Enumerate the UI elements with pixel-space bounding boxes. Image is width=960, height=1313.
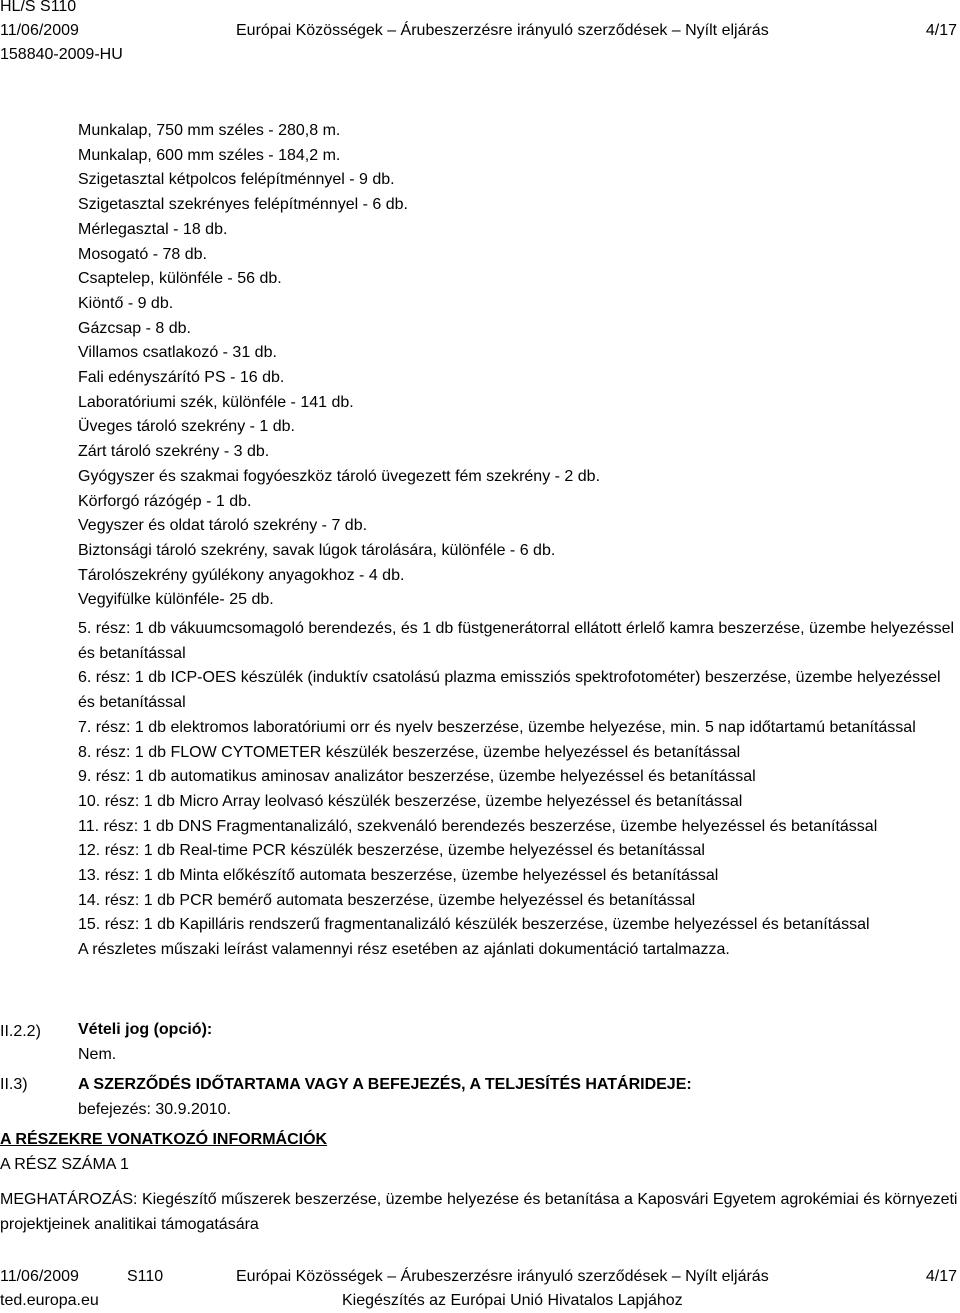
list-item: Laboratóriumi szék, különféle - 141 db. <box>78 393 354 411</box>
part-item: 15. rész: 1 db Kapilláris rendszerű fragmentanalizáló készülék beszerzése, üzembe helyezéssel és betanítással <box>78 916 870 934</box>
part-item: 8. rész: 1 db FLOW CYTOMETER készülék beszerzése, üzembe helyezéssel és betanítással <box>78 743 741 761</box>
list-item: Szigetasztal kétpolcos felépítménnyel - 9 db. <box>78 171 395 189</box>
section-value-duration: befejezés: 30.9.2010. <box>78 1101 232 1118</box>
parts-list <box>78 617 958 963</box>
header-doc-id: 158840-2009-HU <box>0 46 123 63</box>
section-number-duration: II.3) <box>0 1076 28 1093</box>
list-item: Mosogató - 78 db. <box>78 245 207 263</box>
list-item: Mérlegasztal - 18 db. <box>78 220 228 238</box>
list-item: Tárolószekrény gyúlékony anyagokhoz - 4 db. <box>78 566 405 584</box>
part-item: 7. rész: 1 db elektromos laboratóriumi orr és nyelv beszerzése, üzembe helyezése, min. 5 nap időtartamú betanítással <box>78 718 916 736</box>
part-item: 11. rész: 1 db DNS Fragmentanalizáló, szekvenáló berendezés beszerzése, üzembe helyezéssel és betanítással <box>78 817 878 835</box>
part-item: 5. rész: 1 db vákuumcsomagoló berendezés, és 1 db füstgenerátorral ellátott érlelő kamra beszerzése, üzembe helyezéssel és betanítással <box>78 620 955 662</box>
equipment-list <box>78 119 958 613</box>
list-item: Munkalap, 600 mm széles - 184,2 m. <box>78 146 341 164</box>
footer-publisher: Kiegészítés az Európai Unió Hivatalos Lapjához <box>342 1292 683 1309</box>
list-item: Fali edényszárító PS - 16 db. <box>78 369 285 387</box>
part-item: 13. rész: 1 db Minta előkészítő automata beszerzése, üzembe helyezéssel és betanítással <box>78 867 719 885</box>
annex-part-number: A RÉSZ SZÁMA 1 <box>0 1156 129 1173</box>
annex-definition: MEGHATÁROZÁS: Kiegészítő műszerek beszerzése, üzembe helyezése és betanítása a Kaposvári Egyetem agrokémiai és környezeti projektjeinek analitikai támogatására <box>0 1191 958 1233</box>
list-item: Vegyifülke különféle- 25 db. <box>78 591 274 609</box>
footer-series: S110 <box>127 1268 164 1285</box>
part-item: 12. rész: 1 db Real-time PCR készülék beszerzése, üzembe helyezéssel és betanítással <box>78 842 705 860</box>
section-title-option: Vételi jog (opció): <box>78 1021 213 1038</box>
section-number-option: II.2.2) <box>0 1023 41 1040</box>
footer-title: Európai Közösségek – Árubeszerzésre irányuló szerződések – Nyílt eljárás <box>236 1268 769 1285</box>
header-date: 11/06/2009 <box>0 22 79 39</box>
footer-site-link[interactable]: ted.europa.eu <box>0 1292 99 1309</box>
list-item: Kiöntő - 9 db. <box>78 294 174 312</box>
header-series: HL/S S110 <box>0 0 77 15</box>
list-item: Üveges tároló szekrény - 1 db. <box>78 418 295 436</box>
footer-page-number: 4/17 <box>925 1268 957 1285</box>
part-item: 9. rész: 1 db automatikus aminosav analizátor beszerzése, üzembe helyezéssel és betanítással <box>78 768 756 786</box>
part-item: 14. rész: 1 db PCR bemérő automata beszerzése, üzembe helyezéssel és betanítással <box>78 891 696 909</box>
section-title-duration: A SZERZŐDÉS IDŐTARTAMA VAGY A BEFEJEZÉS, A TELJESÍTÉS HATÁRIDEJE: <box>78 1076 692 1093</box>
list-item: Gyógyszer és szakmai fogyóeszköz tároló üvegezett fém szekrény - 2 db. <box>78 467 601 485</box>
list-item: Szigetasztal szekrényes felépítménnyel - 6 db. <box>78 196 408 214</box>
list-item: Zárt tároló szekrény - 3 db. <box>78 443 270 461</box>
list-item: Csaptelep, különféle - 56 db. <box>78 270 282 288</box>
list-item: Munkalap, 750 mm széles - 280,8 m. <box>78 122 341 139</box>
list-item: Körforgó rázógép - 1 db. <box>78 492 252 510</box>
list-item: Vegyszer és oldat tároló szekrény - 7 db. <box>78 517 368 535</box>
list-item: Biztonsági tároló szekrény, savak lúgok tárolására, különféle - 6 db. <box>78 541 556 559</box>
header-page-number: 4/17 <box>925 22 957 39</box>
part-item: A részletes műszaki leírást valamennyi rész esetében az ajánlati dokumentáció tartalmazza. <box>78 941 730 959</box>
annex-title: A RÉSZEKRE VONATKOZÓ INFORMÁCIÓK <box>0 1131 328 1148</box>
list-item: Gázcsap - 8 db. <box>78 319 191 337</box>
header-title: Európai Közösségek – Árubeszerzésre irányuló szerződések – Nyílt eljárás <box>236 22 769 39</box>
list-item: Villamos csatlakozó - 31 db. <box>78 344 277 362</box>
footer-date: 11/06/2009 <box>0 1268 79 1285</box>
part-item: 6. rész: 1 db ICP-OES készülék (induktív csatolású plazma emissziós spektrofotométer) beszerzése, üzembe helyezéssel és betanítással <box>78 669 941 712</box>
part-item: 10. rész: 1 db Micro Array leolvasó készülék beszerzése, üzembe helyezéssel és betanítással <box>78 792 743 810</box>
section-value-option: Nem. <box>78 1046 117 1063</box>
